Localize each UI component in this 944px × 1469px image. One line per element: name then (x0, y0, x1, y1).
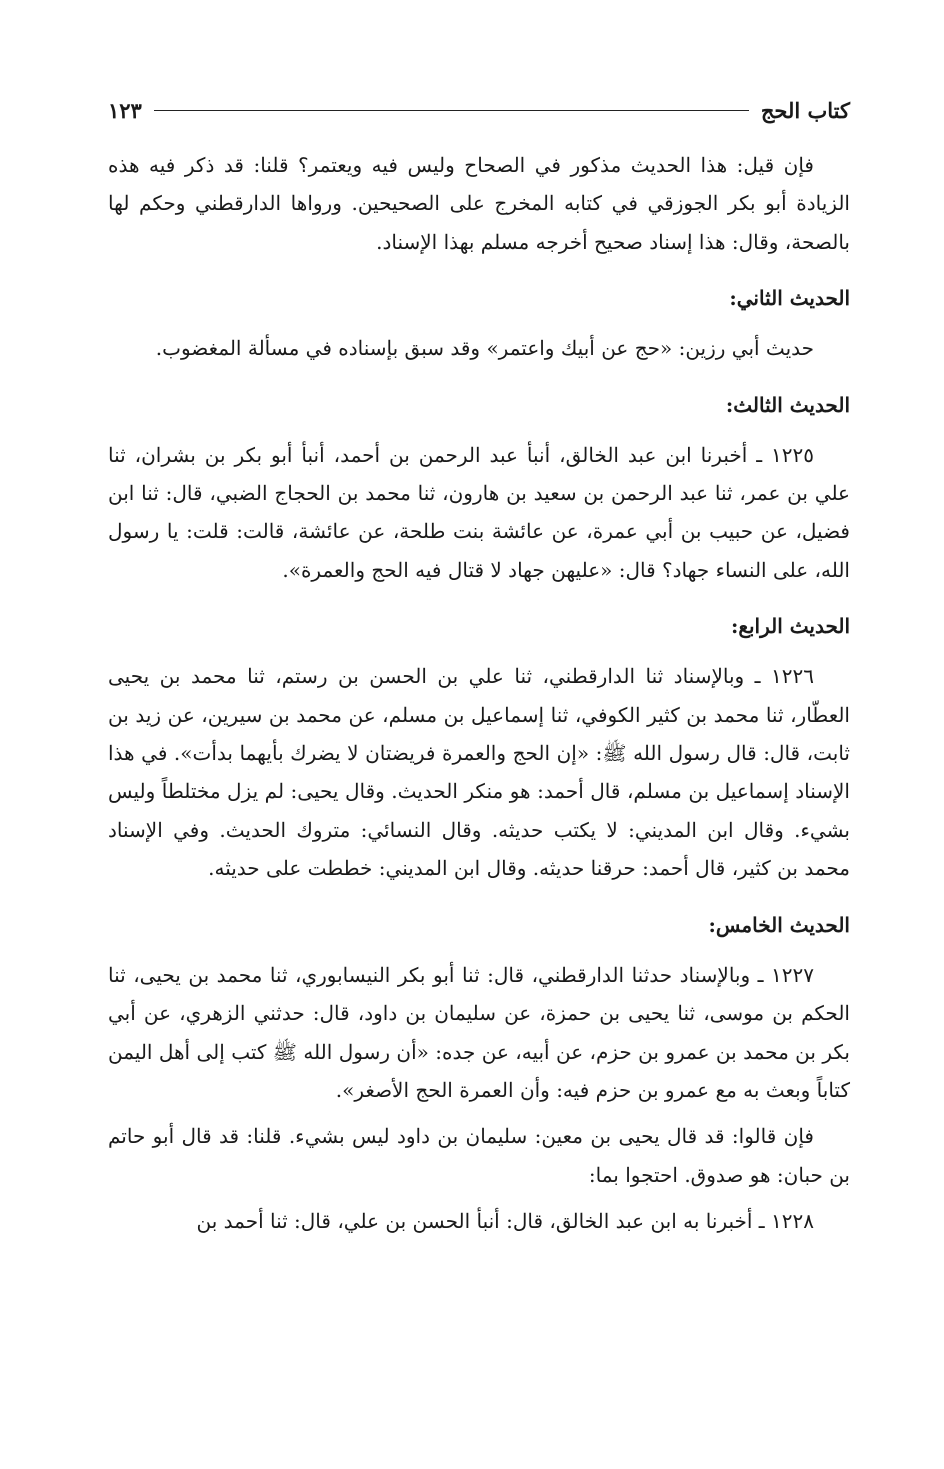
heading-second-hadith: الحديث الثاني: (729, 286, 850, 311)
paragraph-hadith-1227: ١٢٢٧ ـ وبالإسناد حدثنا الدارقطني، قال: ثنا أبو بكر النيسابوري، ثنا محمد بن يحيى، ثنا الحكم بن موسى، ثنا يحيى بن حمزة، عن سليمان بن داود، قال: حدثني الزهري، عن أبي بكر بن محمد بن عمرو بن حزم، عن أبيه، عن جده: «أن رسول الله ﷺ كتب إلى أهل اليمن كتاباً وبعث به مع عمرو بن حزم فيه: وأن العمرة الحج الأصغر». (108, 962, 850, 1102)
paragraph-objection: فإن قيل: هذا الحديث مذكور في الصحاح وليس فيه ويعتمر؟ قلنا: قد ذكر فيه هذه الزيادة أبو بكر الجوزقي في كتابه المخرج على الصحيحين. ورواها الدارقطني وحكم لها بالصحة، وقال: هذا إسناد صحيح أخرجه مسلم بهذا الإسناد. (108, 153, 850, 254)
paragraph-hadith-1228: ١٢٢٨ ـ أخبرنا به ابن عبد الخالق، قال: أنبأ الحسن بن علي، قال: ثنا أحمد بن (196, 1209, 814, 1234)
heading-fifth-hadith: الحديث الخامس: (708, 912, 850, 937)
page-number: ١٢٣ (108, 97, 142, 123)
book-page (108, 90, 850, 1241)
heading-fourth-hadith: الحديث الرابع: (730, 614, 850, 639)
paragraph-second-hadith: حديث أبي رزين: «حج عن أبيك واعتمر» وقد سبق بإسناده في مسألة المغضوب. (155, 336, 814, 361)
running-header (108, 90, 850, 130)
paragraph-hadith-1225: ١٢٢٥ ـ أخبرنا ابن عبد الخالق، أنبأ عبد الرحمن بن أحمد، أنبأ أبو بكر بن بشران، ثنا علي بن عمر، ثنا عبد الرحمن بن سعيد بن هارون، ثنا محمد بن الحجاج الضبي، قال: ثنا ابن فضيل، عن حبيب بن أبي عمرة، عن عائشة بنت طلحة، عن عائشة، قالت: قلت: يا رسول الله، على النساء جهاد؟ قال: «عليهن جهاد لا قتال فيه الحج والعمرة». (108, 442, 850, 582)
header-rule (154, 110, 749, 111)
paragraph-response: فإن قالوا: قد قال يحيى بن معين: سليمان بن داود ليس بشيء. قلنا: قد قال أبو حاتم بن حبان: هو صدوق. احتجوا بما: (108, 1124, 850, 1187)
heading-third-hadith: الحديث الثالث: (725, 392, 850, 417)
paragraph-hadith-1226: ١٢٢٦ ـ وبالإسناد ثنا الدارقطني، ثنا علي بن الحسن بن رستم، ثنا محمد بن يحيى العطّار، ثنا محمد بن كثير الكوفي، ثنا إسماعيل بن مسلم، عن محمد بن سيرين، عن زيد بن ثابت، قال: قال رسول الله ﷺ: «إن الحج والعمرة فريضتان لا يضرك بأيهما بدأت». في هذا الإسناد إسماعيل بن مسلم، قال أحمد: هو منكر الحديث. وقال يحيى: لم يزل مختلطاً وليس بشيء. وقال ابن المديني: لا يكتب حديثه. وقال النسائي: متروك الحديث. وفي الإسناد محمد بن كثير، قال أحمد: حرقنا حديثه. وقال ابن المديني: خططت على حديثه. (108, 664, 850, 881)
running-title: كتاب الحج (760, 97, 850, 123)
